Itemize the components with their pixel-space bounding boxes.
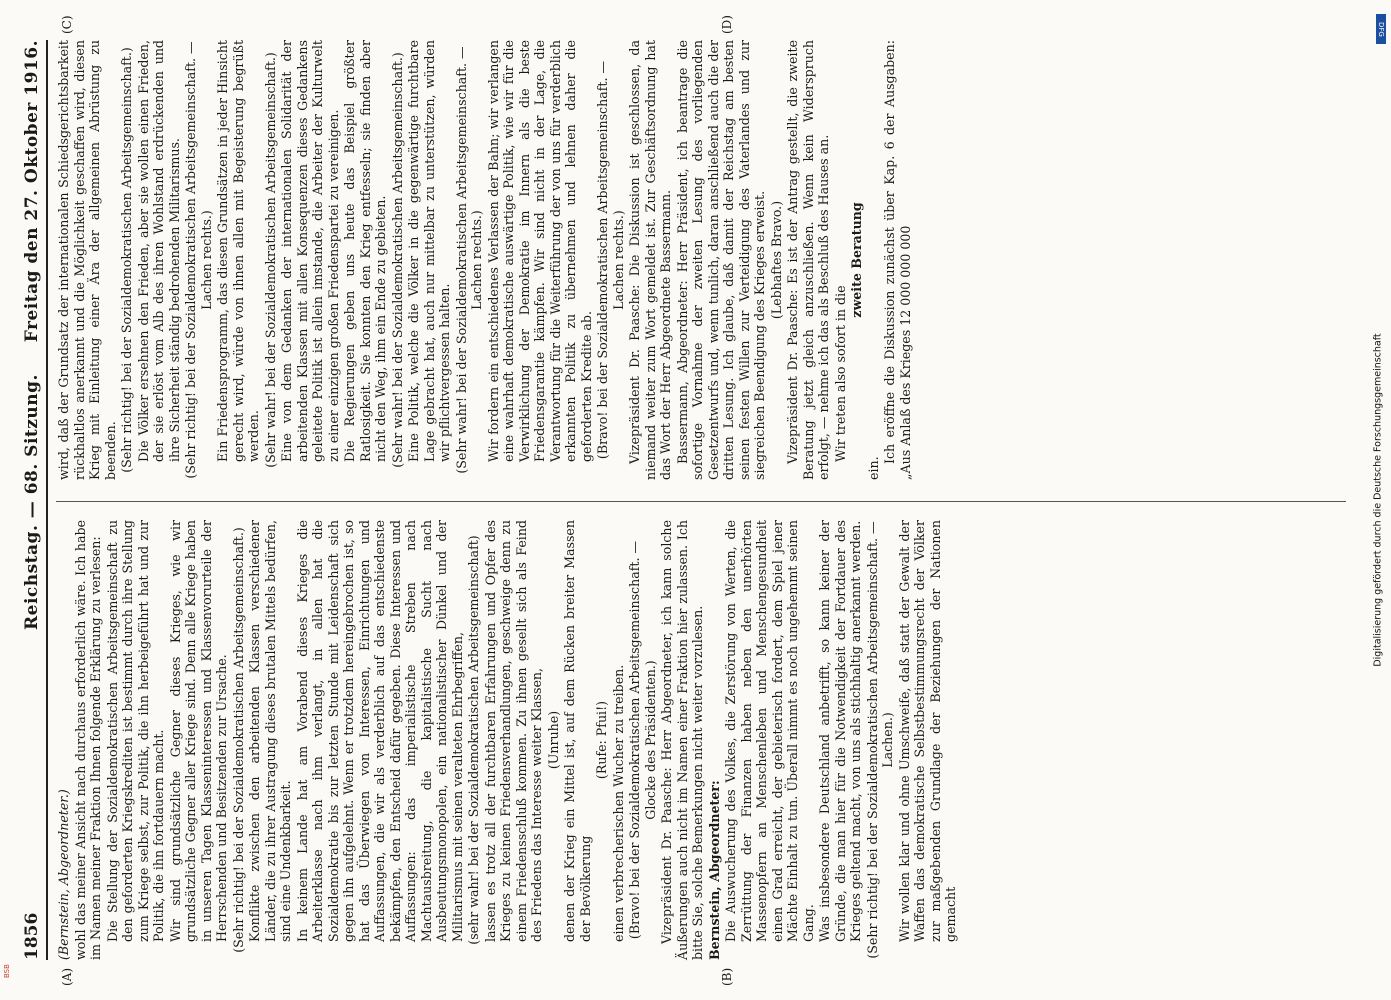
session-date: Freitag den 27. Oktober 1916.: [22, 40, 42, 343]
paragraph: Die Völker ersehnen den Frieden, aber sie wollen einen Frieden, der sie erlöst vom Alb des ihren Wohlstand erdrückenden und ihre Sicherheit ständig bedrohenden Militarismus.: [135, 40, 182, 462]
paragraph: Konflikte zwischen den arbeitenden Klassen verschiedener Länder, die zu ihrer Austragung dieses brutalen Mittels bedürfen, sind eine Undenkbarkeit.: [247, 520, 293, 942]
interjection: (Sehr wahr! bei der Sozialdemokratischen Arbeitsgemeinschaft.): [262, 52, 278, 468]
column-divider: [56, 501, 1346, 502]
paragraph: Eine Politik, welche die Völker in die gegenwärtige furchtbare Lage gebracht hat, auch nur mittelbar zu unterstützen, würden wir pflichtvergessen halten.: [406, 40, 452, 462]
paragraph: Eine von dem Gedanken der internationalen Solidarität der arbeitenden Klassen mit allen Konsequenzen dieses Gedankens geleitete Politik ist allein imstande, die Arbeiter der Kulturwelt zu einer einzigen großen Friedenspartei zu vereinigen.: [279, 40, 341, 462]
paragraph: wird, daß der Grundsatz der internationalen Schiedsgerichtsbarkeit rückhaltlos anerkannt und die Möglichkeit geschaffen wird, diesen Krieg mit Einleitung einer Ära der allgemeinen Abrüstung zu beenden.: [56, 40, 118, 480]
interjection: (Sehr richtig! bei der Sozialdemokratischen Arbeitsgemeinschaft. — Lachen rechts.): [183, 41, 214, 479]
speaker-continuation: (Bernstein, Abgeordneter.): [56, 789, 71, 960]
paragraph: In keinem Lande hat am Vorabend dieses Krieges die Arbeiterklasse nach ihm verlangt, in allen hat die Sozialdemokratie bis zur letzten Stunde mit Leidenschaft sich gegen ihn aufgelehnt. Wenn er trotzdem hereingebrochen ist, so hat das Überwiegen von Interessen, Einrichtungen und Auffassungen, die wir als verderblich auf das entschiedenste bekämpfen, den Entscheid dafür gegeben. Diese Interessen und Auffassungen: das imperialistische Streben nach Machtausbreitung, die kapitalistische Sucht nach Ausbeutungsmonopolen, ein nationalistischer Dünkel und der Militarismus mit seinen veralteten Ehrbegriffen,: [294, 520, 465, 942]
interjection: (Sehr richtig! bei der Sozialdemokratischen Arbeitsgemeinschaft.): [119, 47, 134, 473]
bsb-mark: BSB: [3, 964, 11, 978]
paragraph: Die Auswucherung des Volkes, die Zerstörung von Werten, die Zerrüttung der Finanzen haben neben den unerhörten Massenopfern an Menschenleben und Menschengesundheit einen Grad erreicht, der gebieterisch fordert, dem Spiel jener Mächte Einhalt zu tun. Überall nimmt es noch ungehemmt seinen Gang.: [723, 520, 816, 942]
paragraph: einen verbrecherischen Wucher zu treiben.: [610, 664, 626, 942]
paragraph: Ich eröffne die Diskussion zunächst über Kap. 6 der Ausgaben: „Aus Anlaß des Krieges 12 000 000 000: [882, 40, 913, 480]
speaker-paragraph: Vizepräsident Dr. Paasche: Es ist der Antrag gestellt, die zweite Beratung jetzt gleich anzuschließen. Wenn kein Widerspruch erfolgt, — nehme ich das als Beschluß des Hauses an.: [785, 40, 831, 480]
interjection: (Sehr wahr! bei der Sozialdemokratischen Arbeitsgemeinschaft. — Lachen rechts.): [453, 46, 484, 474]
paragraph: Wir fordern ein entschiedenes Verlassen der Bahn; wir verlangen eine wahrhaft demokratische auswärtige Politik, wie wir für die Verwirklichung der Demokratie im Innern als die beste Friedensgarantie kämpfen. Wir sind nicht in der Lage, die Verantwortung für die Weiterführung der von uns für verderblich erkannten Politik zu übernehmen und lehnen daher die geforderten Kredite ab.: [485, 40, 594, 462]
page-number: 1856: [22, 912, 42, 960]
interjection: (Sehr richtig! bei der Sozialdemokratischen Arbeitsgemeinschaft.): [230, 527, 246, 953]
right-column: [56, 40, 1356, 480]
page-header: [18, 40, 48, 960]
paragraph: Die Stellung der Sozialdemokratischen Arbeitsgemeinschaft zu den geforderten Kriegskrediten ist bestimmt durch ihre Stellung zum Kriege selbst, zur Politik, die ihn herbeigeführt hat und zur Politik, die ihn fortdauern macht.: [104, 520, 166, 942]
paragraph: ein.: [865, 456, 881, 480]
margin-marker-a: (A): [60, 967, 74, 986]
paragraph: denen der Krieg ein Mittel ist, auf dem Rücken breiter Massen der Bevölkerung: [562, 520, 593, 942]
section-heading: zweite Beratung: [849, 202, 864, 318]
paragraph: wohl das meiner Ansicht nach durchaus erforderlich wäre. Ich habe im Namen meiner Fraktion Ihnen folgende Erklärung zu verlesen:: [72, 520, 103, 960]
interjection: (Unruhe): [545, 710, 561, 770]
margin-marker-b: (B): [720, 967, 734, 986]
paragraph: Die Regierungen geben uns heute das Beispiel größter Ratlosigkeit. Sie konnten den Krieg entfesseln; sie finden aber nicht den Weg, ihm ein Ende zu gebieten.: [342, 40, 388, 462]
interjection: (Rufe: Pfui!): [594, 700, 609, 780]
margin-marker-d: (D): [720, 15, 734, 34]
interjection: (Bravo! bei der Sozialdemokratischen Arbeitsgemeinschaft. — Lachen rechts.): [595, 60, 626, 460]
interjection: (sehr wahr! bei der Sozialdemokratischen Arbeitsgemeinschaft): [466, 535, 481, 945]
interjection: (Bravo! bei der Sozialdemokratischen Arbeitsgemeinschaft. — Glocke des Präsidenten.): [627, 540, 658, 940]
interjection: (Sehr wahr! bei der Sozialdemokratischen Arbeitsgemeinschaft.): [389, 52, 405, 468]
speaker-name: Bernstein, Abgeordneter:: [706, 780, 722, 960]
dfg-logo: DFG: [1376, 14, 1386, 44]
paragraph: Wir sind grundsätzliche Gegner dieses Krieges, wie wir grundsätzliche Gegner aller Kriege sind. Denn alle Kriege haben in unseren Tagen Klasseninteressen und Klassenvorurteile der Herrschenden und Besitzenden zur Ursache.: [167, 520, 229, 942]
interjection: (Sehr richtig! bei der Sozialdemokratischen Arbeitsgemeinschaft. — Lachen.): [864, 521, 895, 959]
paragraph: Wir treten also sofort in die: [832, 285, 848, 462]
margin-marker-c: (C): [60, 15, 74, 34]
paragraph: lassen es trotz all der furchtbaren Erfahrungen und Opfer des Krieges zu keinen Friedensverhandlungen, geschweige denn zu einem Friedensschluß kommen. Zu ihnen gesellt sich als Feind des Friedens das Interesse weiter Klassen,: [482, 520, 544, 942]
left-column: [56, 520, 1356, 960]
session-title: Reichstag. — 68. Sitzung.: [22, 374, 42, 630]
speaker-paragraph: Vizepräsident Dr. Paasche: Die Diskussion ist geschlossen, da niemand weiter zum Wort gemeldet ist. Zur Geschäftsordnung hat das Wort der Herr Abgeordnete Bassermann.: [627, 40, 673, 480]
paragraph: Was insbesondere Deutschland anbetrifft, so kann keiner der Gründe, die man hier für die Notwendigkeit der Fortdauer des Krieges geltend macht, von uns als stichhaltig anerkannt werden.: [817, 520, 863, 942]
paragraph: Ein Friedensprogramm, das diesen Grundsätzen in jeder Hinsicht gerecht wird, würde von ihnen allen mit Begeisterung begrüßt werden.: [215, 40, 261, 462]
digitization-credit-text: Digitalisierung gefördert durch die Deutsche Forschungsgemeinschaft: [1372, 333, 1384, 667]
speaker-paragraph: Bassermann, Abgeordneter: Herr Präsident, ich beantrage die sofortige Vornahme der zweiten Lesung des vorliegenden Gesetzentwurfs und, wenn tunlich, daran anschließend auch die der dritten Lesung. Ich glaube, daß damit der Reichstag am besten seinen festen Willen zur Verteidigung des Vaterlandes und zur siegreichen Beendigung des Krieges erweist.: [674, 40, 767, 480]
paragraph: Wir wollen klar und ohne Umschweife, daß statt der Gewalt der Waffen das demokratische Selbstbestimmungsrecht der Völker zur maßgebenden Grundlage der Beziehungen der Nationen gemacht: [896, 520, 958, 942]
digitization-credit: [1368, 12, 1388, 988]
speaker-paragraph: Vizepräsident Dr. Paasche: Herr Abgeordneter, ich kann solche Äußerungen auch nicht im Namen einer Fraktion hier zulassen. Ich bitte Sie, solche Bemerkungen nicht weiter vorzulesen.: [659, 520, 705, 960]
interjection: (Lebhaftes Bravo.): [768, 200, 784, 320]
